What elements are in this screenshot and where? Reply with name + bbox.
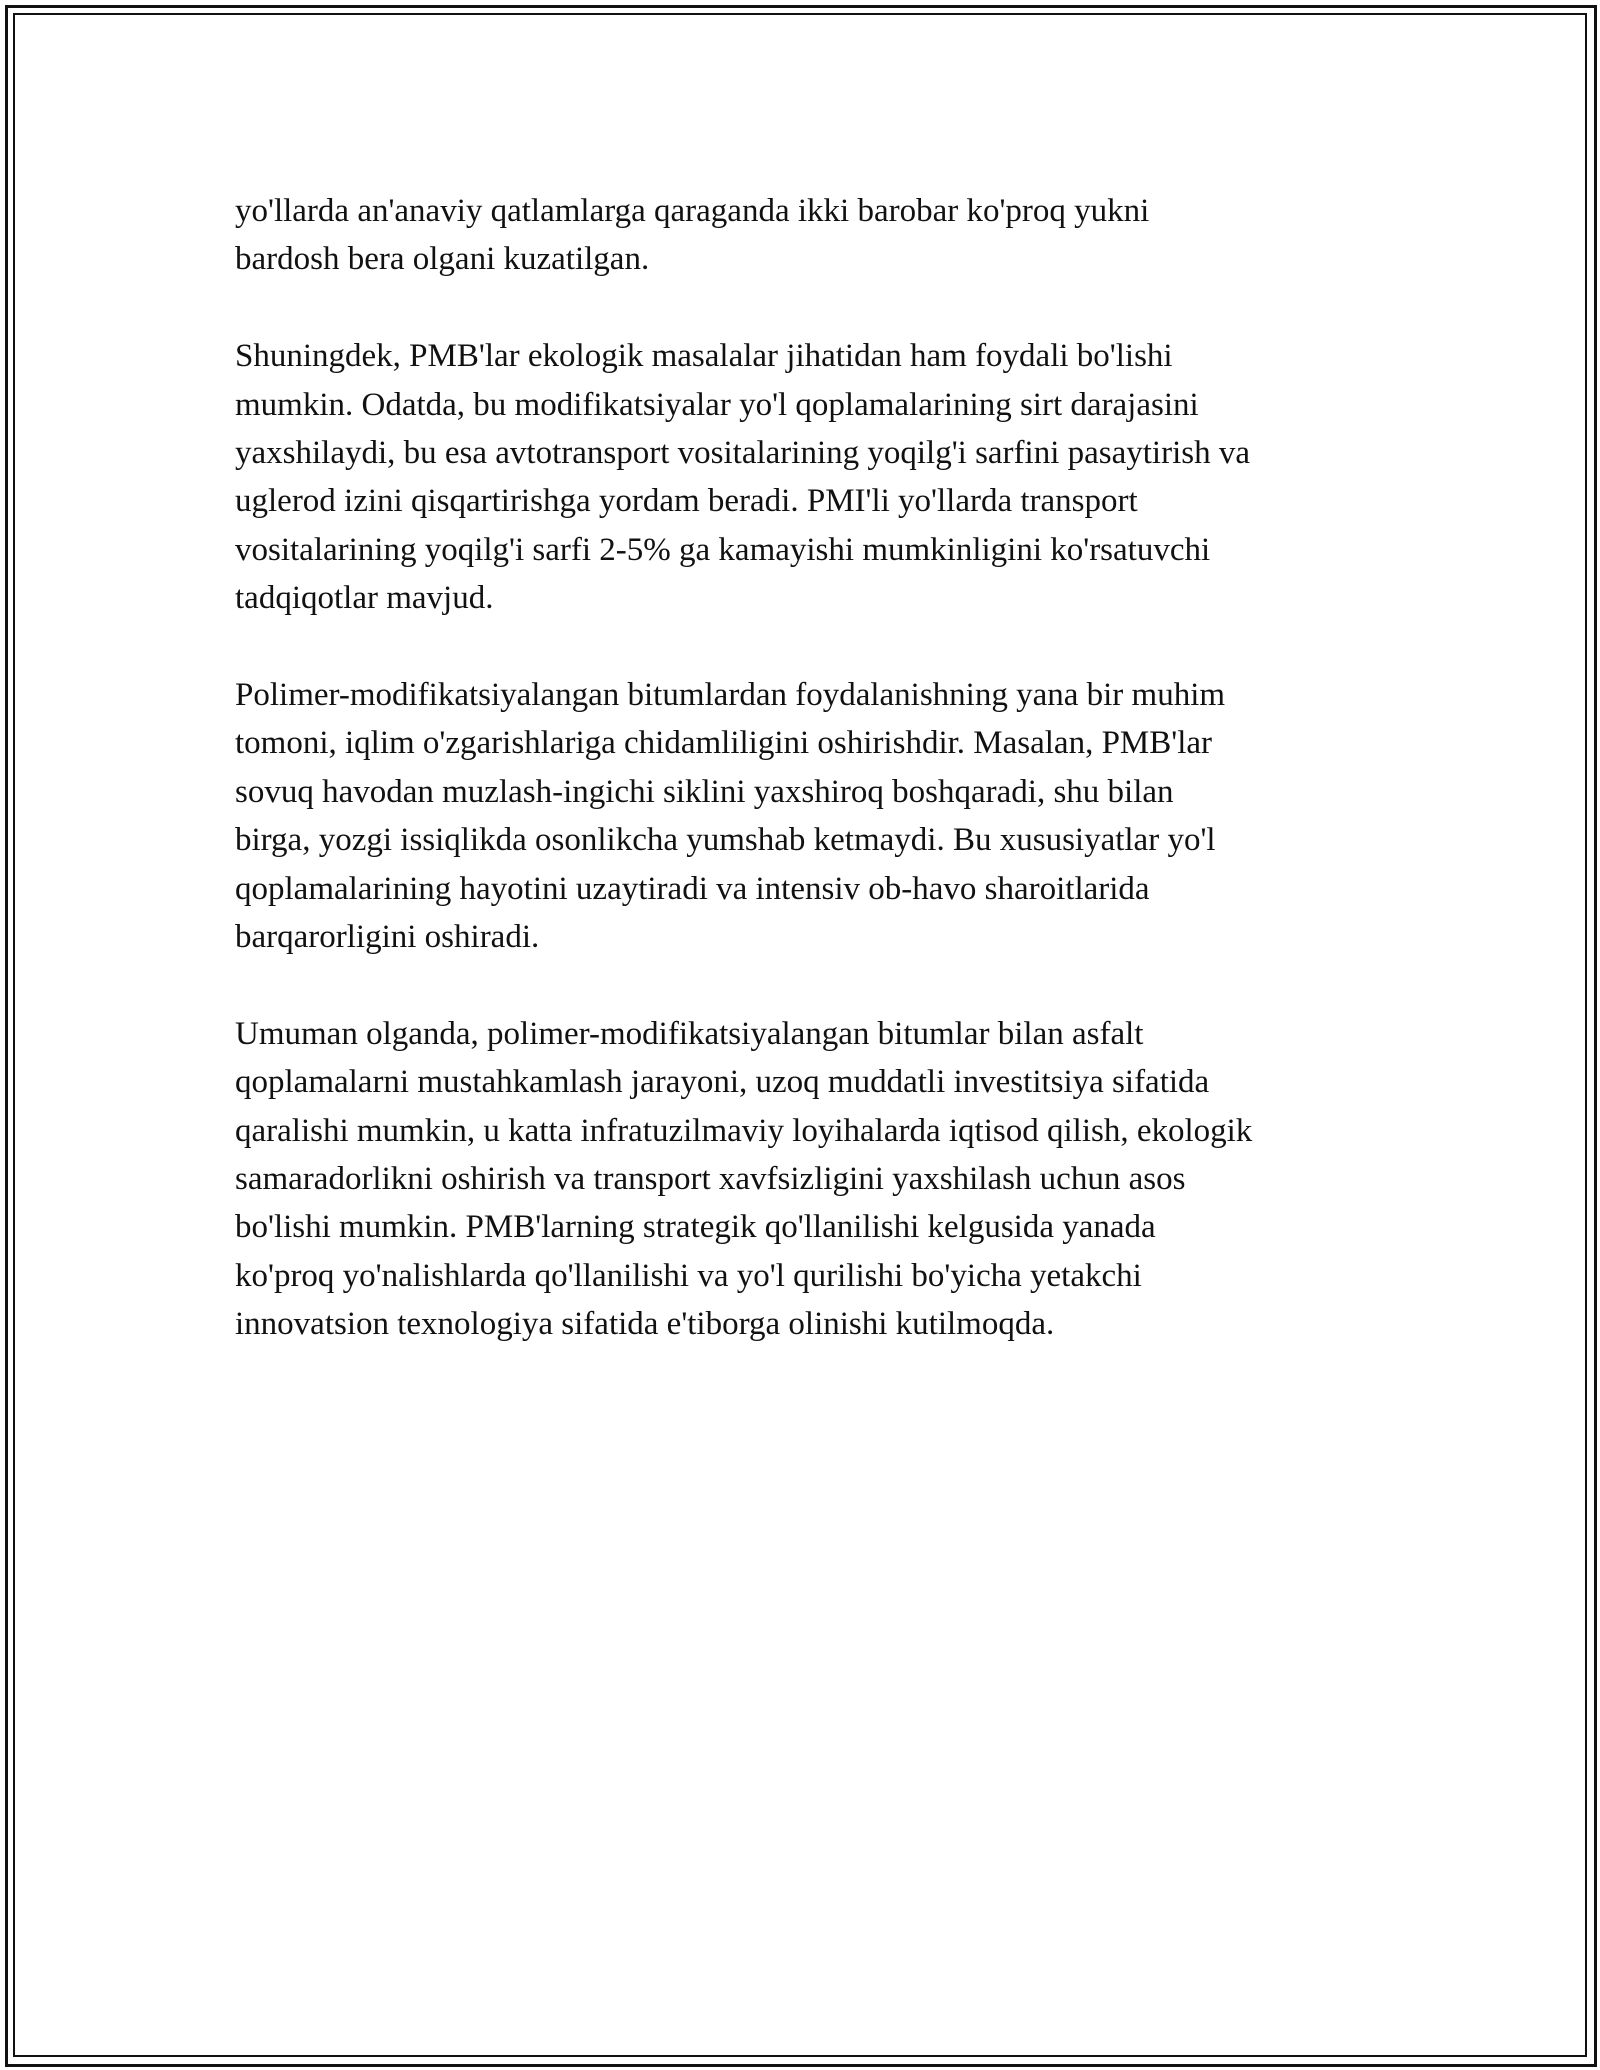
text-line: sovuq havodan muzlash-ingichi siklini yaxshiroq boshqaradi, shu bilan <box>235 773 1174 810</box>
text-line: tomoni, iqlim o'zgarishlariga chidamliligini oshirishdir. Masalan, PMB'lar <box>235 725 1213 762</box>
paragraph-4 <box>235 1010 1375 1349</box>
text-line: ko'proq yo'nalishlarda qo'llanilishi va yo'l qurilishi bo'yicha yetakchi <box>235 1257 1142 1294</box>
text-line: Shuningdek, PMB'lar ekologik masalalar jihatidan ham foydali bo'lishi <box>235 338 1173 375</box>
paragraph-3 <box>235 671 1375 961</box>
text-line: vositalarining yoqilg'i sarfi 2-5% ga kamayishi mumkinligini ko'rsatuvchi <box>235 531 1211 568</box>
text-line: mumkin. Odatda, bu modifikatsiyalar yo'l qoplamalarining sirt darajasini <box>235 386 1199 423</box>
document-body <box>235 187 1375 1397</box>
text-line: qaralishi mumkin, u katta infratuzilmaviy loyihalarda iqtisod qilish, ekologik <box>235 1112 1253 1149</box>
text-line: barqarorligini oshiradi. <box>235 919 540 956</box>
text-line: yaxshilaydi, bu esa avtotransport vositalarining yoqilg'i sarfini pasaytirish va <box>235 435 1250 472</box>
text-line: Polimer-modifikatsiyalangan bitumlardan foydalanishning yana bir muhim <box>235 677 1226 714</box>
text-line: qoplamalarni mustahkamlash jarayoni, uzoq muddatli investitsiya sifatida <box>235 1064 1210 1101</box>
text-line: bardosh bera olgani kuzatilgan. <box>235 241 650 278</box>
text-line: qoplamalarining hayotini uzaytiradi va intensiv ob-havo sharoitlarida <box>235 870 1150 907</box>
text-line: yo'llarda an'anaviy qatlamlarga qaraganda ikki barobar ko'proq yukni <box>235 193 1150 229</box>
text-line: bo'lishi mumkin. PMB'larning strategik qo'llanilishi kelgusida yanada <box>235 1209 1156 1246</box>
paragraph-2 <box>235 332 1375 622</box>
text-line: tadqiqotlar mavjud. <box>235 580 494 617</box>
text-line: innovatsion texnologiya sifatida e'tiborga olinishi kutilmoqda. <box>235 1306 1055 1343</box>
text-line: birga, yozgi issiqlikda osonlikcha yumshab ketmaydi. Bu xususiyatlar yo'l <box>235 822 1216 859</box>
text-line: Umuman olganda, polimer-modifikatsiyalangan bitumlar bilan asfalt <box>235 1015 1144 1052</box>
text-line: samaradorlikni oshirish va transport xavfsizligini yaxshilash uchun asos <box>235 1161 1186 1198</box>
text-line: uglerod izini qisqartirishga yordam beradi. PMI'li yo'llarda transport <box>235 483 1138 520</box>
paragraph-1 <box>235 187 1375 284</box>
